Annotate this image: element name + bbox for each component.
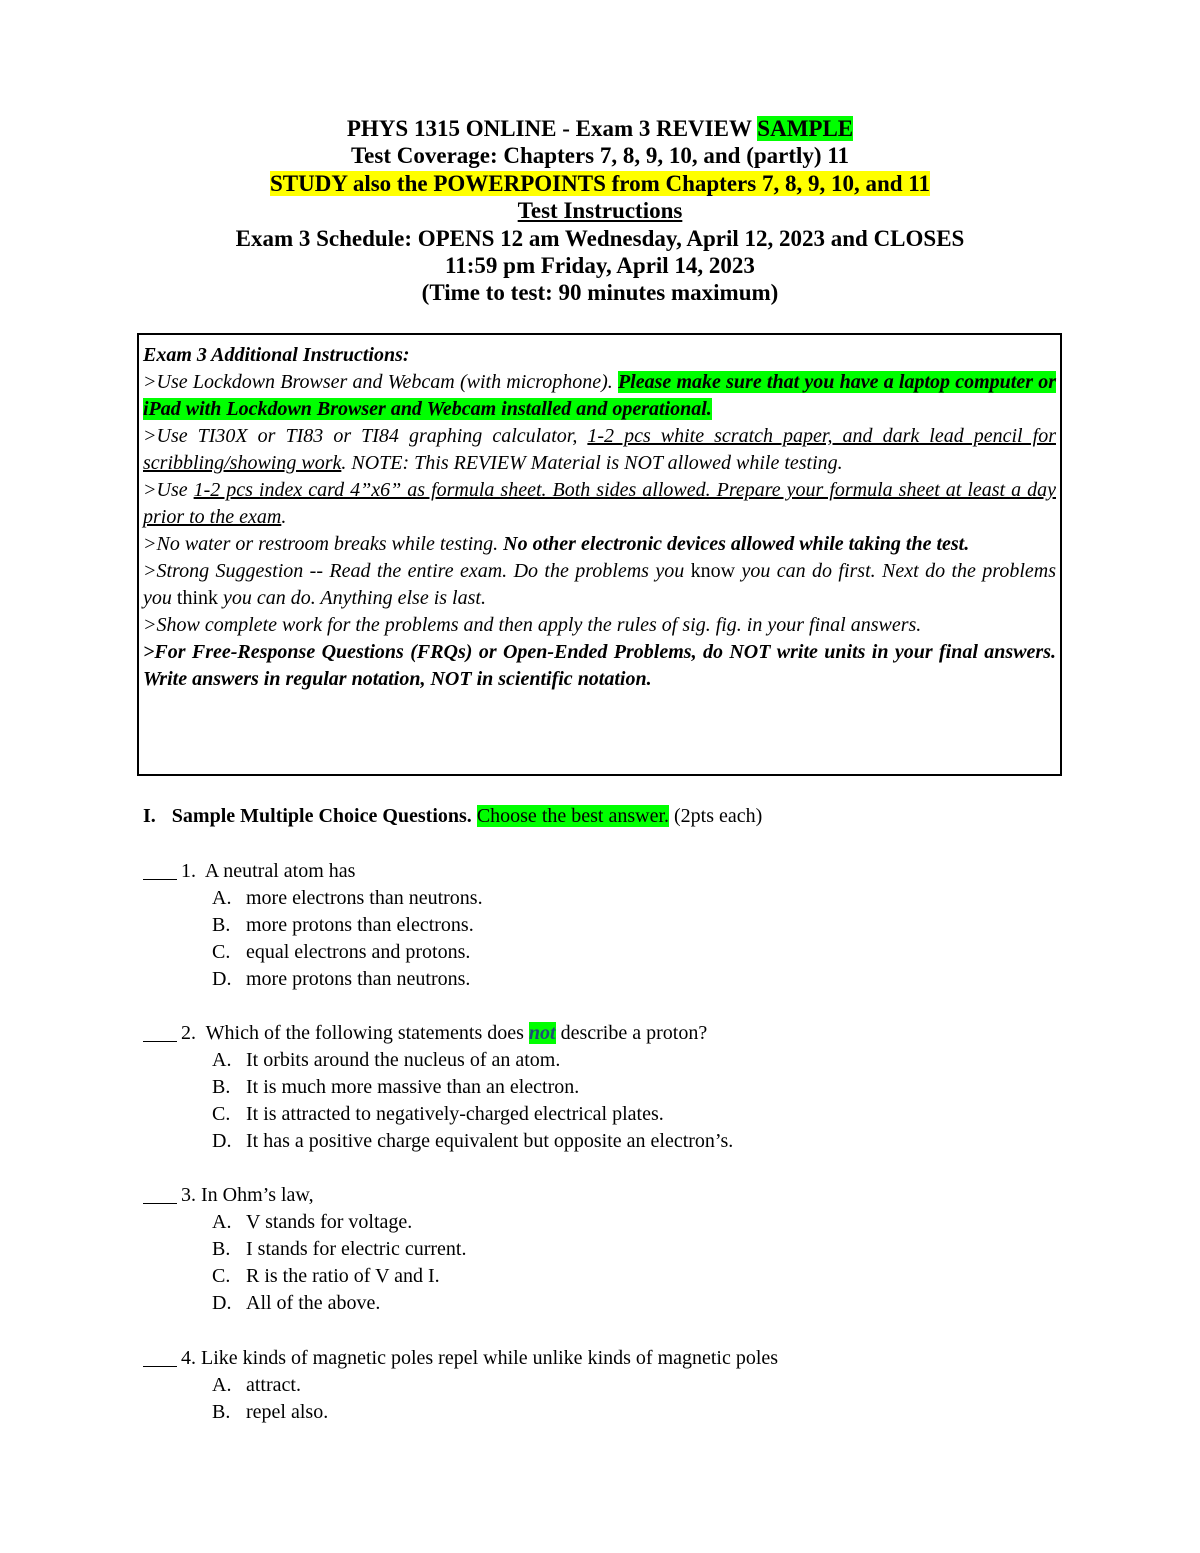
- instructions-content: [143, 342, 1056, 693]
- instruction-breaks: >No water or restroom breaks while testing. No other electronic devices allowed while taking the test.: [143, 533, 970, 555]
- instruction-calculator: >Use TI30X or TI83 or TI84 graphing calculator, 1-2 pcs white scratch paper, and dark lead pencil for scribbling/showing work. NOTE: This REVIEW Material is NOT allowed while testing.: [143, 425, 1056, 474]
- question-2: 2. Which of the following statements does not describe a proton?: [143, 1020, 707, 1047]
- answer-blank[interactable]: [143, 1346, 177, 1367]
- section-points: (2pts each): [674, 805, 763, 827]
- instruction-lockdown: >Use Lockdown Browser and Webcam (with microphone). Please make sure that you have a laptop computer or iPad with Lockdown Browser and Webcam installed and operational.: [143, 371, 1057, 420]
- instruction-show-work: >Show complete work for the problems and then apply the rules of sig. fig. in your final answers.: [143, 614, 922, 636]
- instructions-box: [137, 333, 1062, 776]
- title-line: [0, 115, 1200, 142]
- section-numeral: I.: [143, 805, 156, 827]
- answer-blank[interactable]: [143, 859, 177, 880]
- study-note-text: STUDY also the POWERPOINTS from Chapters 7, 8, 9, 10, and 11: [269, 171, 931, 196]
- test-coverage: Test Coverage: Chapters 7, 8, 9, 10, and (partly) 11: [350, 143, 850, 168]
- question-4: 4. Like kinds of magnetic poles repel while unlike kinds of magnetic poles: [143, 1345, 778, 1372]
- not-highlight: not: [528, 1022, 556, 1044]
- test-instructions-heading: [0, 197, 1200, 224]
- question-3: 3. In Ohm’s law,: [143, 1182, 314, 1209]
- instruction-index-card: >Use 1-2 pcs index card 4”x6” as formula sheet. Both sides allowed. Prepare your formula sheet at least a day prior to the exam.: [143, 479, 1056, 528]
- title-text: PHYS 1315 ONLINE - Exam 3 REVIEW: [346, 116, 758, 141]
- time-limit: (Time to test: 90 minutes maximum): [421, 280, 779, 305]
- answer-blank[interactable]: [143, 1021, 177, 1042]
- test-instructions-text: Test Instructions: [517, 198, 683, 223]
- instructions-title: Exam 3 Additional Instructions:: [143, 344, 410, 366]
- question-1: 1. A neutral atom has: [143, 858, 355, 885]
- study-note: [0, 170, 1200, 197]
- exam-schedule-line1: Exam 3 Schedule: OPENS 12 am Wednesday, April 12, 2023 and CLOSES: [235, 226, 965, 251]
- section-heading: [143, 803, 762, 830]
- exam-schedule-line2: 11:59 pm Friday, April 14, 2023: [445, 253, 755, 278]
- instruction-frq: >For Free-Response Questions (FRQs) or Open-Ended Problems, do NOT write units in your final answers. Write answers in regular notation, NOT in scientific notation.: [143, 641, 1056, 690]
- instruction-suggestion: >Strong Suggestion -- Read the entire exam. Do the problems you know you can do first. Next do the problems you think you can do. Anything else is last.: [143, 560, 1056, 609]
- section-highlight: Choose the best answer.: [476, 805, 669, 827]
- document-page: PHYS 1315 ONLINE - Exam 3 REVIEW SAMPLE Test Coverage: Chapters 7, 8, 9, 10, and (partly) 11 STUDY also the POWERPOINTS from Chapters 7, 8, 9, 10, and 11 Test Instructions Exam 3 Schedule: OPENS 12 am Wednesday, April 12, 2023 and CLOSES 11:59 pm Friday, April 14, 2023 (Time to test: 90 minutes maximum) Exam 3 Additional Instructions: >Use Lockdown Browser and Webcam (with microphone). Please make sure that you have a laptop computer or iPad with Lockdown Browser and Webcam installed and operational. >Use TI30X or TI83 or TI84 graphing calculator, 1-2 pcs white scratch paper, and dark lead pencil for scribbling/showing work. NOTE: This REVIEW Material is NOT allowed while testing. >Use 1-2 pcs index card 4”x6” as formula sheet. Both sides allowed. Prepare your formula sheet at least a day prior to the exam. >No water or restroom breaks while testing. No other electronic devices allowed while taking the test. >Strong Suggestion -- Read the entire exam. Do the problems you know you can do first. Next do the problems you think you can do. Anything else is last. >Show complete work for the problems and then apply the rules of sig. fig. in your final answers. >For Free-Response Questions (FRQs) or Open-Ended Problems, do NOT write units in your final answers. Write answers in regular notation, NOT in scientific notation. I. Sample Multiple Choice Questions. Choose the best answer. (2pts each) 1. A neutral atom has A. more electrons than neutrons. B. more protons than electrons. C. equal electrons and protons. D. more protons than neutrons. 2. Which of the following statements does not describe a proton? A. It orbits around the nucleus of an atom. B. It is much more massive than an electron. C. It is attracted to negatively-charged electrical plates. D. It has a positive charge equivalent but opposite an electron’s. 3. In Ohm’s law, A. V stands for voltage. B. I stands for electric current. C. R is the ratio of V and I. D. All of the above. 4. Like kinds of magnetic poles repel while unlike kinds of magnetic poles A. attract. B. repel also.: [0, 0, 1200, 1553]
- section-title: Sample Multiple Choice Questions.: [171, 805, 472, 827]
- title-highlight: SAMPLE: [757, 116, 854, 141]
- answer-blank[interactable]: [143, 1183, 177, 1204]
